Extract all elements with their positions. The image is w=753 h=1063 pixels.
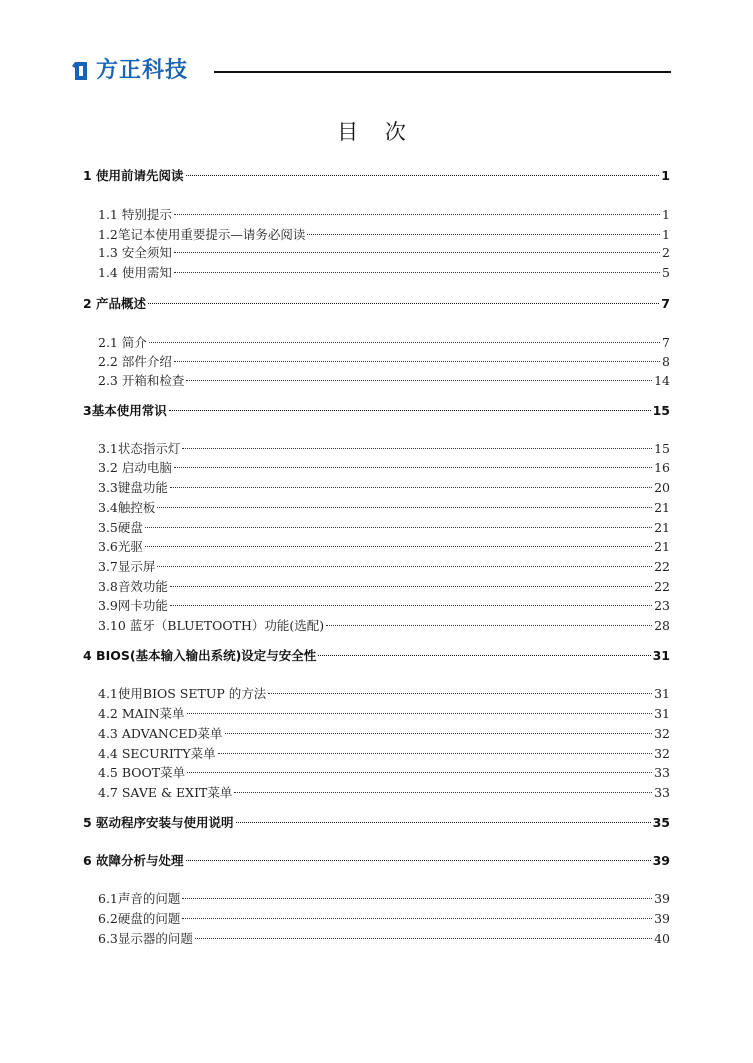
page-header [0, 0, 753, 100]
toc-section-entry[interactable] [98, 264, 670, 282]
toc-dot-leader [182, 898, 652, 899]
toc-page-number: 1 [662, 227, 670, 242]
toc-entry-label: 3.3键盘功能 [98, 480, 168, 495]
toc-dot-leader [182, 918, 652, 919]
toc-dot-leader [170, 586, 652, 587]
toc-entry-label: 3.2 启动电脑 [98, 460, 172, 475]
toc-section-entry[interactable] [98, 597, 670, 615]
toc-entry-label: 4.2 MAIN菜单 [98, 706, 185, 721]
toc-section-entry[interactable] [98, 617, 670, 635]
toc-entry-label: 3基本使用常识 [83, 403, 167, 418]
toc-entry-label: 4.1使用BIOS SETUP 的方法 [98, 686, 267, 701]
toc-page-number: 35 [652, 815, 670, 830]
toc-entry-label: 1.4 使用需知 [98, 265, 172, 280]
toc-section-entry[interactable] [98, 578, 670, 596]
toc-section-entry[interactable] [98, 685, 670, 703]
toc-page-number: 1 [661, 168, 670, 183]
toc-page-number: 16 [654, 460, 670, 475]
toc-section-entry[interactable] [98, 705, 670, 723]
toc-dot-leader [157, 507, 652, 508]
toc-page-number: 39 [652, 853, 670, 868]
toc-entry-label: 1.3 安全须知 [98, 245, 172, 260]
toc-page-number: 33 [654, 765, 670, 780]
toc-dot-leader [145, 546, 652, 547]
toc-page-number: 21 [654, 539, 670, 554]
toc-section-entry[interactable] [98, 890, 670, 908]
toc-dot-leader [157, 566, 652, 567]
toc-entry-label: 1.2笔记本使用重要提示—请务必阅读 [98, 227, 306, 242]
toc-entry-label: 5 驱动程序安装与使用说明 [83, 815, 234, 830]
toc-entry-label: 4.5 BOOT菜单 [98, 765, 186, 780]
toc-page-number: 31 [652, 648, 670, 663]
toc-dot-leader [234, 792, 652, 793]
toc-dot-leader [148, 303, 659, 304]
toc-section-entry[interactable] [98, 334, 670, 352]
toc-page-number: 22 [654, 559, 670, 574]
toc-page-number: 21 [654, 520, 670, 535]
toc-entry-label: 6 故障分析与处理 [83, 853, 184, 868]
toc-section-entry[interactable] [98, 538, 670, 556]
toc-dot-leader [326, 625, 652, 626]
toc-section-entry[interactable] [98, 519, 670, 537]
toc-entry-label: 6.3显示器的问题 [98, 931, 193, 946]
toc-entry-label: 2.3 开箱和检查 [98, 373, 185, 388]
toc-entry-label: 3.5硬盘 [98, 520, 143, 535]
toc-chapter-entry[interactable] [83, 167, 670, 185]
toc-entry-label: 1.1 特别提示 [98, 207, 172, 222]
toc-entry-label: 3.8音效功能 [98, 579, 168, 594]
toc-section-entry[interactable] [98, 353, 670, 371]
toc-dot-leader [174, 361, 660, 362]
toc-section-entry[interactable] [98, 479, 670, 497]
toc-dot-leader [182, 448, 652, 449]
toc-section-entry[interactable] [98, 930, 670, 948]
toc-section-entry[interactable] [98, 764, 670, 782]
toc-entry-label: 1 使用前请先阅读 [83, 168, 184, 183]
toc-page-number: 31 [654, 706, 670, 721]
toc-dot-leader [174, 214, 660, 215]
toc-page-number: 39 [654, 911, 670, 926]
toc-entry-label: 4 BIOS(基本输入输出系统)设定与安全性 [83, 648, 317, 663]
toc-section-entry[interactable] [98, 784, 670, 802]
toc-page-number: 2 [662, 245, 670, 260]
toc-dot-leader [186, 175, 660, 176]
toc-section-entry[interactable] [98, 910, 670, 928]
toc-dot-leader [186, 860, 651, 861]
toc-entry-label: 6.1声音的问题 [98, 891, 181, 906]
toc-section-entry[interactable] [98, 499, 670, 517]
toc-dot-leader [145, 527, 652, 528]
toc-entry-label: 6.2硬盘的问题 [98, 911, 181, 926]
toc-entry-label: 3.1状态指示灯 [98, 441, 181, 456]
toc-entry-label: 2.2 部件介绍 [98, 354, 172, 369]
toc-entry-label: 3.6光驱 [98, 539, 143, 554]
toc-entry-label: 3.10 蓝牙（BLUETOOTH）功能(选配) [98, 618, 325, 633]
toc-page-number: 7 [662, 335, 670, 350]
founder-logo-icon [72, 60, 90, 82]
toc-page-number: 33 [654, 785, 670, 800]
toc-entry-label: 3.7显示屏 [98, 559, 156, 574]
toc-page-number: 31 [654, 686, 670, 701]
toc-dot-leader [174, 272, 660, 273]
toc-page-number: 32 [654, 746, 670, 761]
toc-dot-leader [149, 342, 660, 343]
toc-page-number: 23 [654, 598, 670, 613]
toc-section-entry[interactable] [98, 440, 670, 458]
toc-page-number: 22 [654, 579, 670, 594]
toc-page-number: 15 [654, 441, 670, 456]
toc-entry-label: 2 产品概述 [83, 296, 147, 311]
toc-dot-leader [174, 252, 660, 253]
toc-chapter-entry[interactable] [83, 852, 670, 870]
toc-page-number: 1 [662, 207, 670, 222]
toc-section-entry[interactable] [98, 558, 670, 576]
toc-section-entry[interactable] [98, 226, 670, 244]
toc-page-number: 14 [654, 373, 670, 388]
toc-page-number: 39 [654, 891, 670, 906]
toc-entry-label: 3.9网卡功能 [98, 598, 168, 613]
toc-dot-leader [187, 772, 652, 773]
toc-dot-leader [218, 753, 653, 754]
toc-entry-label: 4.4 SECURITY菜单 [98, 746, 216, 761]
toc-dot-leader [318, 655, 650, 656]
toc-entry-label: 3.4触控板 [98, 500, 156, 515]
toc-chapter-entry[interactable] [83, 402, 670, 420]
header-divider [214, 71, 671, 73]
toc-entry-label: 2.1 简介 [98, 335, 147, 350]
toc-dot-leader [195, 938, 652, 939]
toc-page-number: 8 [662, 354, 670, 369]
toc-section-entry[interactable] [98, 244, 670, 262]
toc-page-number: 7 [661, 296, 670, 311]
page-title: 目 次 [337, 120, 416, 144]
toc-page-number: 20 [654, 480, 670, 495]
toc-page-number: 32 [654, 726, 670, 741]
toc-dot-leader [170, 605, 652, 606]
toc-entry-label: 4.7 SAVE & EXIT菜单 [98, 785, 233, 800]
toc-dot-leader [236, 822, 651, 823]
toc-page-number: 28 [654, 618, 670, 633]
toc-section-entry[interactable] [98, 206, 670, 224]
toc-section-entry[interactable] [98, 459, 670, 477]
toc-chapter-entry[interactable] [83, 295, 670, 313]
toc-section-entry[interactable] [98, 725, 670, 743]
toc-page-number: 40 [654, 931, 670, 946]
toc-page-number: 15 [652, 403, 670, 418]
toc-chapter-entry[interactable] [83, 814, 670, 832]
toc-dot-leader [174, 467, 652, 468]
toc-section-entry[interactable] [98, 372, 670, 390]
toc-dot-leader [187, 713, 653, 714]
toc-dot-leader [307, 234, 660, 235]
toc-chapter-entry[interactable] [83, 647, 670, 665]
toc-dot-leader [186, 380, 652, 381]
brand-logo [72, 58, 188, 84]
toc-section-entry[interactable] [98, 745, 670, 763]
toc-page-number: 21 [654, 500, 670, 515]
toc-entry-label: 4.3 ADVANCED菜单 [98, 726, 223, 741]
toc-dot-leader [225, 733, 653, 734]
toc-dot-leader [169, 410, 651, 411]
toc-page-number: 5 [662, 265, 670, 280]
toc-dot-leader [268, 693, 652, 694]
toc-dot-leader [170, 487, 652, 488]
brand-name: 方正科技 [96, 58, 189, 83]
